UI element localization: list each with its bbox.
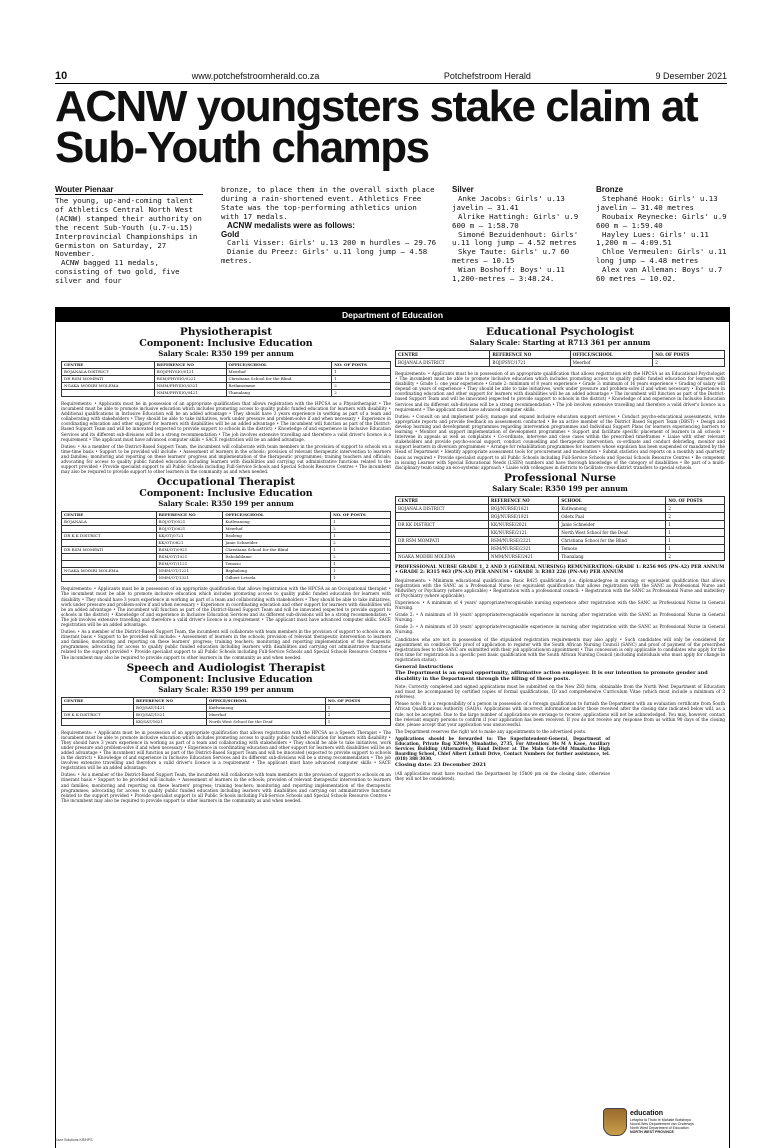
table-row (396, 544, 725, 552)
grade-3-text: Grade 3: • A minimum of 20 years' appropriate/recognisable experience in nursing after registration with the SANC as Professional Nurse in General Nursing. (395, 624, 725, 635)
table-row (62, 568, 391, 575)
table-cell: 1 (331, 561, 391, 568)
table-header-cell: OFFICE/SCHOOL (206, 697, 325, 704)
table-cell: 1 (331, 519, 391, 526)
requirements-text: Requirements: • Minimum educational qualification: Basic R425 qualification (i.e. diploma/degree in nursing) or equivalent qualification that allows registration with the SANC as a Professional Nurse (or equivalent qualification that allows registration with the SANC as Professional Nurse and Midwifery or Psychiatry (where applicable) • Registration with a professional council: • Registration with the SANC as Professional Nurse and midwifery or Psychiatry (where applicable). (395, 577, 725, 598)
issue-date: 9 Desember 2021 (655, 70, 727, 81)
logo-line: Noord-Wes Departement van Onderwys (630, 1122, 694, 1126)
table-cell: DR RSM MOMPATI (62, 547, 157, 554)
article-column-4 (596, 186, 732, 304)
table-row (62, 390, 391, 397)
table-header-cell: CENTRE (62, 512, 157, 519)
table-cell (62, 718, 134, 725)
medal-heading-gold: Gold (221, 229, 240, 239)
table-header-row (396, 351, 725, 359)
table-cell (396, 512, 489, 520)
table-header-cell: CENTRE (396, 496, 489, 504)
table-cell (62, 540, 157, 547)
table-cell: RSM/NURSE/2221 (488, 536, 558, 544)
table-row (396, 359, 725, 367)
table-cell: NMM/PHYSIO/0321 (154, 383, 226, 390)
table-cell: RSM/OT/1121 (156, 561, 223, 568)
table-header-row (396, 496, 725, 504)
table-cell: 2 (332, 383, 391, 390)
table-cell: NGAKA MODIRI MOLEMA (62, 383, 155, 390)
ad-right-column (395, 326, 725, 783)
table-cell: 1 (331, 533, 391, 540)
table-row (62, 519, 391, 526)
table-cell: Baphalong (223, 568, 331, 575)
table-cell: Gilbert Letsela (223, 575, 331, 582)
department-banner: Department of Education (56, 308, 729, 322)
requirements-text: Requirements: • Applicants must be in possession of an appropriate qualification that allows registration with the HPCSA as a Speech Therapist • The incumbent must be able to promote inclusive education which includes promoting access to quality public funded education for learners with disability • They should have 3 years experience in working as part of a team and collaborating with stakeholders • They should be able to take initiatives, work under pressure and problem-solve if and when necessary • Experience in coordinating education and other support for learners with disabilities will be an added advantage • The incumbent will function as part of the District-Based Support Team and will be innovated (expected to provide support to schools in the district) • Knowledge of and experience in Inclusive Education Services and its different sub-divisions will be a strong recommendation • The job involves extensive travelling and therefore a valid driver's licence is a requirement • The applicant must have advanced computer skills • SACE registration will be an added advantage. (61, 729, 391, 771)
table-row (62, 533, 391, 540)
table-cell: DR K K DISTRICT (62, 533, 157, 540)
table-cell (396, 528, 489, 536)
table-header-row (62, 362, 391, 369)
table-cell: KK/NURSE/2121 (488, 528, 558, 536)
general-instructions-title: General Instructions (395, 664, 454, 670)
grade-2-text: Grade 2: • A minimum of 10 years' appropriate/recognisable experience in nursing after registration with the SANC as Professional Nurse in General Nursing. (395, 612, 725, 623)
table-cell: BOJ/PSYC/1721 (490, 359, 570, 367)
table-cell: BOJ/NURSE/1821 (488, 504, 558, 512)
table-cell: RSM/OT/0921 (156, 547, 223, 554)
table-cell: Retlamomme (226, 383, 332, 390)
table-header-cell: CENTRE (62, 697, 134, 704)
table-row (62, 383, 391, 390)
table-cell: KK/NURSE/2021 (488, 520, 558, 528)
posts-table (395, 350, 725, 367)
table-cell: RSM/OT/1021 (156, 554, 223, 561)
table-cell (62, 554, 157, 561)
table-cell: 2 (331, 526, 391, 533)
position-title: Occupational Therapist (156, 476, 296, 489)
medal-entry: Stephané Hook: Girls' u.13 javelin – 31.40 metres (596, 193, 718, 212)
medal-entry: Roubaix Reynecke: Girls' u.9 600 m – 1:59.40 (596, 211, 727, 230)
table-row (62, 540, 391, 547)
medal-entry: Alrike Hattingh: Girls' u.9 600 m – 1:58.70 (452, 211, 579, 230)
late-note: (All applications must have reached the Department by 15h00 pm on the closing date, otherwise they will not be considered). (395, 770, 610, 781)
table-row (62, 369, 391, 376)
article-subhead: ACNW medalists were as follows: (227, 220, 356, 230)
medal-entry: Skye Taute: Girls' u.7 60 metres – 10.15 (452, 247, 570, 266)
table-header-cell: REFERENCE NO (488, 496, 558, 504)
posts-table (395, 496, 725, 561)
table-cell: 2 (331, 554, 391, 561)
table-cell: 2 (331, 540, 391, 547)
table-header-cell: REFERENCE NO (490, 351, 570, 359)
table-cell: 1 (331, 575, 391, 582)
table-cell: 1 (666, 536, 725, 544)
logo-line: NORTH WEST PROVINCE (630, 1130, 674, 1134)
table-cell: Thanalang (559, 552, 666, 560)
table-cell: North West School for the Deaf (206, 718, 325, 725)
table-row (396, 536, 725, 544)
medal-entry: Wian Boshoff: Boys' u.11 1,200-metres – 3:48.24. (452, 265, 565, 284)
table-cell: 2 (332, 390, 391, 397)
position-component: Component: Inclusive Education (139, 673, 313, 685)
table-cell: BOJ/SAT/1521 (133, 711, 206, 718)
table-cell: 2 (666, 552, 725, 560)
foreign-qualification-note: Please note: It is a responsibility of a person in possession of a foreign qualification to furnish the Department with an evaluation certificate from South African Qualifications Authority (SAQA). Applications with incorrect information and/or those received after the closing date indicated below will, as a rule, not be accepted. Due to the large number of applications we envisage to receive, applications will not be acknowledged. You may, however, contact the relevant enquiry persons to confirm if your application has been received. If you do not receive any response from us within 90 days of the closing date, please accept that your application was unsuccessful. (395, 701, 725, 727)
table-cell: Meerhof (226, 369, 332, 376)
article-column-2 (221, 186, 437, 304)
table-row (62, 554, 391, 561)
medal-entry: Dianie du Preez: Girls' u.11 long jump – 4.58 metres. (221, 247, 428, 266)
table-cell: 1 (331, 568, 391, 575)
table-cell: BOJANALA DISTRICT (62, 369, 155, 376)
medal-entry: Anke Jacobs: Girls' u.13 javelin – 31.41 (452, 193, 565, 212)
table-header-cell: NO. OF POSTS (332, 362, 391, 369)
forward-address: Applications should be forwarded to: The Superintendent-General, Department of Education, Private Bag X2044, Mmabatho, 2735, For Attention: Ms M A Kaoe, Auxiliary Services Building (Alternatively, Hand Deliver at The Main Gate-Old Mmabatho High Boarding School, Chief Albert Luthuli Drive, Contact Numbers for further assistance, tel. (018) 388 3030. (395, 735, 610, 762)
medal-entry: Chloe Vermeulen: Girls' u.11 long jump – 4.48 metres (596, 247, 727, 266)
table-cell: KK/OT/0721 (156, 533, 223, 540)
table-cell: KK/SAT/1621 (133, 718, 206, 725)
table-header-cell: OFFICE/SCHOOL (570, 351, 653, 359)
logo-line: Lefapha la Thuto le Mahlale Boitshepo (630, 1118, 692, 1122)
table-cell: DR KK DISTRICT (396, 520, 489, 528)
position-salary: Salary Scale: R350 199 per annum (158, 349, 294, 358)
article-headline: ACNW youngsters stake claim at Sub-Youth champs (55, 82, 698, 172)
table-row (62, 718, 391, 725)
table-cell: Itsholahlame (223, 554, 331, 561)
table-cell: 2 (325, 711, 390, 718)
table-cell: BOJ/NURSE/1921 (488, 512, 558, 520)
article-column-3 (452, 186, 588, 304)
position-title: Physiotherapist (179, 326, 273, 338)
medal-heading-silver: Silver (452, 186, 474, 194)
department-logo (603, 1106, 723, 1138)
duties-text: Duties: • As a member of the District-Based Support Team, the incumbent will collaborate with team members in the provision of support to schools on an itinerant basis • Support to be provided will include: • Assessment of learners in the schools; provision of relevant therapeutic intervention to learners and families; monitoring and reporting on these learners' progress; training teachers; monitoring and reporting implementation of the therapeutic programmes; advocating for access to quality public funded education including learners with disabilities and carrying out administrative functions related to the support provided • Provide specialist support to all Public Schools including Full-Service Schools and Special Schools Resource Centres • The incumbent may also be required to provide support to other learners in the community as and when needed. (61, 629, 391, 660)
position-component: Component: Inclusive Education (139, 338, 313, 349)
table-cell: Kutlwanong (206, 704, 325, 711)
table-row (62, 575, 391, 582)
table-cell: Janie Schneider (559, 520, 666, 528)
remuneration-text: PROFESSIONAL NURSE GRADE 1, 2 AND 3 (GENERAL NURSING) REMUNERATION: GRADE 1: R256 905 (PN-A2) PER ANNUM • GRADE 2: R315 963 (PN-A3) PER ANNUM • GRADE 3: R383 226 (PN-A4) PER ANNUM (395, 564, 725, 576)
table-row (62, 376, 391, 383)
candidates-text: Candidates who are not in possession of the stipulated registration requirements may also apply • Such candidates will only be considered for appointment on condition that proof of application to register with the South African Nursing Council (SANC) and proof of payment of the prescribed registration fees to the SANC are submitted with their job application/on appointment • This concession is only applicable to candidates who apply for the first time for registration in a specific post basic qualification with the South African Nursing Council (including individuals who must apply for change in registration status). (395, 636, 725, 662)
table-cell: Itsoleng (223, 533, 331, 540)
posts-table (61, 697, 391, 726)
position-salary: Salary Scale: Starting at R713 361 per annum (469, 338, 651, 347)
requirements-text: Requirements: • Applicants must be in possession of an appropriate qualification that allows registration with the HPCSA as an Occupational therapist • The incumbent must be able to promote inclusive education which includes promoting access to quality public funded education for learners with disability • They should have 3 years experience in working as part of a team and collaborating with stakeholders • They should be able to take initiatives, work under pressure and problem-solve if and when necessary • Experience in coordinating education and other support for learners with disabilities will be an added advantage • The incumbent will function as part of the District-Based Support Team and will be innovated (expected to provide support to schools in the district) • Knowledge of and experience in Inclusive Education Services and its different sub-divisions will be a strong recommendation • The job involves extensive travelling and therefore a valid driver's licence is a requirement • The applicant must have advanced computer skills. SACE registration will be an added advantage. (61, 586, 391, 627)
table-cell: North West School for the Deaf (559, 528, 666, 536)
article-column-1 (55, 197, 203, 303)
table-header-cell: REFERENCE NO (156, 512, 223, 519)
table-cell: BOJANALA (62, 519, 157, 526)
table-cell: NMM/NURSE/2421 (488, 552, 558, 560)
table-cell: 1 (331, 547, 391, 554)
table-cell: Meerhof (206, 711, 325, 718)
logo-line: North West Department of Education (630, 1126, 689, 1130)
position-component: Component: Inclusive Education (139, 488, 313, 500)
website-url: www.potchefstroomherald.co.za (191, 70, 320, 81)
table-cell (62, 704, 134, 711)
table-cell: NGAKA MODIRI MOLEMA (396, 552, 489, 560)
table-header-cell: NO. OF POSTS (331, 512, 391, 519)
medal-entry: Carli Visser: Girls' u.13 200 m hurdles – 29.76 (227, 238, 437, 248)
posts-table (61, 511, 391, 582)
table-cell: Temoso (223, 561, 331, 568)
duties-text: Duties: • Consult on and implement policy, manage and expand inclusive education support services • Conduct psycho-educational assessments, write appropriate reports and provide feedback on assessments conducted • Be an active member of the District Based Support Team (DBST) • Design and develop learning and development programmes regarding intervention programmes and Individual Support Plans for learners experiencing barriers to learning • Monitor and support implementation of development programmes • Support and facilitate specific placement of learners in all schools • Intervene in appeals as well as complaints • Co-ordinate, intervene and close cases within the prescribed timeframes • Liaise with other relevant stakeholders and provide psycho-social support, conduct counselling and therapeutic intervention, co-ordinate and conduct debriefing, monitor and support learners in diversion programmes • Arrange for rehabilitation programmes for learners whose expulsion has been suspended or mandated by the Head of Department • Identify appropriate assessment tools for procurement and moderation • Submit statistics and reports on a monthly and quarterly basis as required • Provide specialist support to all Public Schools including Full-Service Schools and Special Schools Resource Centres • Be competent in issuing Learner with Special Educational Needs (LSEN) numbers and have thorough knowledge of the category of disabilities • Be part of a multi-disciplinary team using an eco-systemic approach • Liaise with colleagues in districts to facilitate cross-district transfers to special schools. (395, 413, 725, 470)
posts-table (61, 361, 391, 397)
table-cell: BOJANALA DISTRICT (396, 504, 489, 512)
job-advertisement (55, 307, 730, 1148)
table-row (62, 711, 391, 718)
table-header-cell: OFFICE/SCHOOL (226, 362, 332, 369)
table-cell: 1 (325, 718, 390, 725)
table-cell: 1 (666, 544, 725, 552)
table-header-cell: OFFICE/SCHOOL (223, 512, 331, 519)
duties-text: Duties: • As a member of the District-Based Support Team, the incumbent will collaborate with team members in the provision of support to schools on an itinerant basis • Support to be provided will include: • Assessment of learners in the schools; provision of relevant therapeutic intervention to learners and families; monitoring and reporting on these learners' progress; training teachers; monitoring and reporting implementation of the therapeutic programmes; advocating for access to quality public funded education including learners with disabilities and carrying out administrative functions related to the support provided • Provide specialist support to all Public Schools including Full-Service Schools and Special Schools Resource Centres • The incumbent may also be required to provide support to other learners in the community as and when needed. (61, 772, 391, 803)
table-row (396, 512, 725, 520)
article-paragraph: The young, up-and-coming talent of Athletics Central North West (ACNW) stamped their authority on the recent Sub-Youth (u.7-u.15) Interprovincial Championships in Germiston on Saturday, 27 November. (55, 197, 202, 259)
table-cell: DR RSM MOMPATI (62, 376, 155, 383)
table-row (396, 552, 725, 560)
table-cell: Thanalang (226, 390, 332, 397)
table-cell: BOJ/SAT/1421 (133, 704, 206, 711)
table-cell (62, 575, 157, 582)
table-cell: Kutlwanong (559, 504, 666, 512)
table-header-cell: NO. OF POSTS (325, 697, 390, 704)
table-cell: NMM/OT/1221 (156, 568, 223, 575)
closing-date: Closing date: 23 December 2021 (395, 762, 487, 769)
table-cell (62, 561, 157, 568)
position-salary: Salary Scale: R350 199 per annum (158, 684, 294, 694)
table-header-cell: NO. OF POSTS (666, 496, 725, 504)
table-cell (62, 390, 155, 397)
table-cell: 1 (325, 704, 390, 711)
table-cell: DR RSM MOMPATI (396, 536, 489, 544)
table-cell: 2 (666, 504, 725, 512)
table-cell: BOJANALA DISTRICT (396, 359, 490, 367)
table-header-cell: REFERENCE NO (133, 697, 206, 704)
table-cell: BOJ/OT/0621 (156, 526, 223, 533)
table-header-cell: NO. OF POSTS (653, 351, 725, 359)
table-header-row (62, 697, 391, 704)
table-cell: RSM/NURSE/2321 (488, 544, 558, 552)
table-cell: BOJ/OT/0521 (156, 519, 223, 526)
reservation-note: The Department reserves the right not to make any appointments to the advertised posts. (395, 728, 587, 734)
position-title: Speech and Audiologist Therapist (126, 661, 326, 674)
table-cell: RSM/PHYSIO/0221 (154, 376, 226, 383)
article-paragraph: ACNW bagged 11 medals, consisting of two gold, five silver and four (55, 258, 180, 286)
medal-entry: Hayley Lues: Girls' u.11 1,200 m – 4:09.51 (596, 229, 709, 248)
table-cell: Christiana School for the Blind (223, 547, 331, 554)
table-cell: Odetx Paal (559, 512, 666, 520)
table-cell: 1 (332, 376, 391, 383)
medal-heading-bronze: Bronze (596, 186, 624, 194)
medal-entry: Simoné Bezuidenhout: Girls' u.11 long jump – 4.52 metres (452, 229, 579, 248)
table-header-cell: REFERENCE NO (154, 362, 226, 369)
table-cell: 1 (666, 520, 725, 528)
table-row (396, 504, 725, 512)
table-cell: NGAKA MODIRI MOLEMA (62, 568, 157, 575)
table-cell: Kutlwanong (223, 519, 331, 526)
requirements-text: Requirements: • Applicants must be in possession of an appropriate qualification that allows registration with the HPCSA as an Educational Psychologist • The incumbent must be able to promote inclusive education which includes promoting access to quality public funded education for learners with disability • Grade 1: one year experience • Grade 2: minimum of 8 years experience • Grade 3: minimum of 16 years experience • Grading of salary will depend on years of experience • They should be able to take initiatives, work under pressure and problem-solve if and when necessary • Experience in coordinating education and other support for learners with disabilities will be an added advantage • The incumbent will function as part of the District-based Support Team and will be innovated (expected to provide support to schools in the district) • Knowledge of and experience in Inclusive Education Services and its different sub-divisions will be a strong recommendation • The job involves extensive travelling and therefore a valid driver's licence is a requirement • The applicant must have advanced computer skills. (395, 371, 725, 412)
table-cell: NMM/PHYSIO/0421 (154, 390, 226, 397)
table-header-cell: SCHOOL (559, 496, 666, 504)
table-header-row (62, 512, 391, 519)
application-note: Note: Correctly completed and signed applications must be submitted on the New Z83 form, obtainable from the North West Department of Education and must be accompanied by certified copies of formal qualifications, ID and comprehensive Curriculum Vitae (which must include a minimum of 3 referees). (395, 684, 725, 700)
table-cell: DR K K DISTRICT (62, 711, 134, 718)
logo-name: education (630, 1110, 664, 1117)
table-cell: Meerhof (570, 359, 653, 367)
table-cell: 2 (653, 359, 725, 367)
medal-entry: Alex van Alleman: Boys' u.7 60 metres – 10.02. (596, 265, 723, 284)
article-paragraph: bronze, to place them in the overall sixth place during a rain-shortened event. Athletics Free State was the top-performing athletics union with 17 medals. (221, 186, 435, 221)
ad-credit: Kane Solutions KR/HPS (55, 1138, 93, 1142)
table-cell: 1 (332, 369, 391, 376)
table-row (62, 561, 391, 568)
table-cell: Janie Schneider (223, 540, 331, 547)
table-cell: KK/OT/0821 (156, 540, 223, 547)
table-cell: Meerhof (223, 526, 331, 533)
position-title: Educational Psychologist (485, 326, 635, 338)
table-row (62, 704, 391, 711)
table-cell (62, 526, 157, 533)
table-header-cell: CENTRE (396, 351, 490, 359)
experience-text: Experience: • A minimum of 4 years' appropriate/recognisable nursing experience after registration with the SANC as Professional Nurse in General Nursing. (395, 599, 725, 611)
paper-name: Potchefstroom Herald (443, 70, 531, 81)
requirements-text: Requirements: • Applicants must be in possession of an appropriate qualification that allows registration with the HPCSA as a Physiotherapist • The incumbent must be able to promote inclusive education which includes promoting access to quality public funded education for learners with disability • Additional qualifications in Inclusive Education will be an added advantage • They should have 3 years experience in working as part of a team and collaborating with stakeholders • They should be able to take initiatives, work under pressure and problem-solve if and when necessary • Experience in coordinating education and other support for learners with disabilities will be an added advantage • The incumbent will function as part of the District-Based Support Team and will be innovated (expected to provide support to schools in the district) • Knowledge of and experience in Inclusive Education Services and its different sub-divisions will be a strong recommendation • The job involves extensive travelling and therefore a valid driver's licence is a requirement • The applicant must have advanced computer skills • SACE registration will be an added advantage. (61, 401, 391, 442)
duties-text: Duties: • As a member of the District-Based Support Team, the incumbent will collaborate with team members in the provision of support to schools on a time-time basis • Support to be provided will include: • Assessment of learners in the schools; provision of relevant therapeutic intervention to learners and families; monitoring and reporting on these learners' progress and implementation of the therapeutic programmes; training teachers and officials; advocating for access to quality public funded education including learners with disabilities and carrying out administrative functions related to the support provided • Provide specialist support to all Public Schools including Full-Service Schools and Special Schools Resource Centres • The incumbent may also be required to provide support to other learners in the community as and when needed. (61, 443, 391, 475)
table-cell: Temoso (559, 544, 666, 552)
page-number: 10 (55, 69, 68, 82)
table-row (396, 520, 725, 528)
table-cell: Christiana School for the Blind (226, 376, 332, 383)
table-cell: BOJ/PHYSIO/0121 (154, 369, 226, 376)
table-cell: 2 (666, 512, 725, 520)
crest-icon (603, 1108, 627, 1136)
table-cell (396, 544, 489, 552)
table-cell: 1 (666, 528, 725, 536)
table-cell: NMM/OT/1321 (156, 575, 223, 582)
article-byline: Wouter Pienaar (55, 185, 203, 195)
table-row (62, 547, 391, 554)
ad-left-column (61, 326, 391, 805)
position-title: Professional Nurse (504, 471, 616, 484)
table-header-cell: CENTRE (62, 362, 155, 369)
position-salary: Salary Scale: R350 199 per annum (492, 483, 628, 493)
equity-statement: The Department is an equal opportunity, affirmative action employer. It is our intention to promote gender and disability in the Department through the filling of these posts. (395, 670, 708, 683)
position-salary: Salary Scale: R350 199 per annum (158, 499, 294, 509)
table-cell: Christiana School for the Blind (559, 536, 666, 544)
table-row (62, 526, 391, 533)
table-row (396, 528, 725, 536)
